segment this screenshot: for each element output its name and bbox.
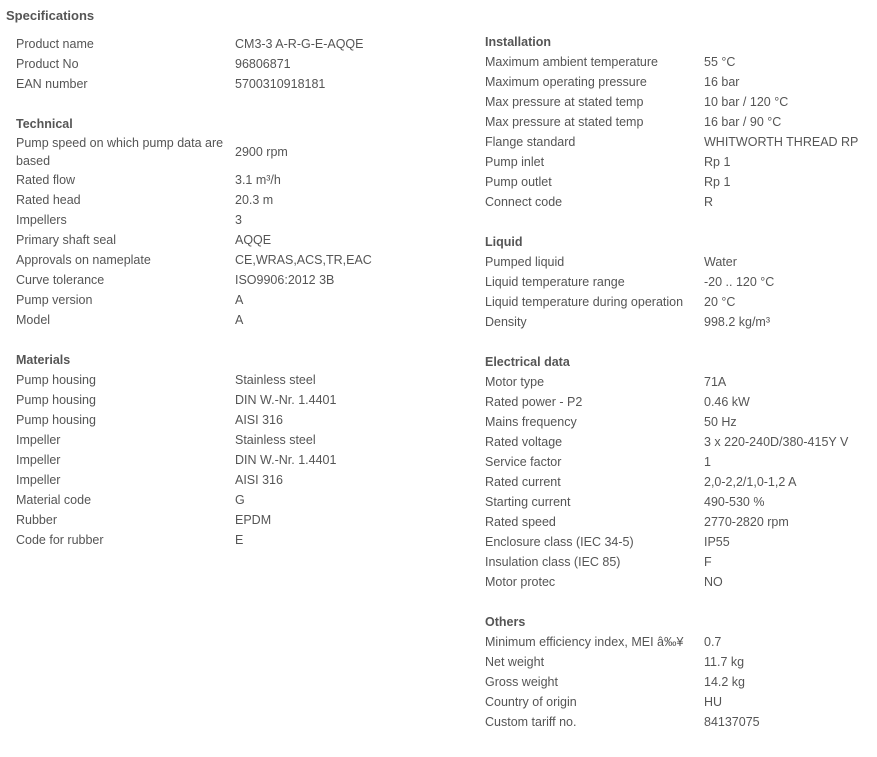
- spec-row: [16, 230, 456, 250]
- spec-value: ISO9906:2012 3B: [235, 273, 335, 287]
- spec-row: [485, 72, 877, 92]
- spec-label: Rated voltage: [485, 435, 563, 449]
- spec-value: 490-530 %: [704, 495, 765, 509]
- spec-row: [16, 370, 456, 390]
- spec-value: Stainless steel: [235, 373, 316, 387]
- spec-label: Country of origin: [485, 695, 577, 709]
- spec-label: Rated power - P2: [485, 395, 583, 409]
- spec-label: Pump housing: [16, 413, 96, 427]
- spec-label: Maximum operating pressure: [485, 75, 647, 89]
- spec-label: Pump outlet: [485, 175, 552, 189]
- section-title: Materials: [16, 353, 71, 367]
- spec-label: Rated current: [485, 475, 561, 489]
- spec-row: [16, 250, 456, 270]
- spec-label: Pump speed on which pump data are based: [16, 136, 224, 168]
- spec-value: E: [235, 533, 244, 547]
- section-title: Installation: [485, 35, 551, 49]
- spec-row: [485, 172, 877, 192]
- spec-row: [485, 432, 877, 452]
- spec-row: [16, 290, 456, 310]
- spec-row: [485, 112, 877, 132]
- spec-label: Connect code: [485, 195, 563, 209]
- spec-value: 16 bar / 90 °C: [704, 115, 782, 129]
- spec-section-general: [16, 34, 456, 94]
- spec-label: Enclosure class (IEC 34-5): [485, 535, 634, 549]
- section-title: Technical: [16, 117, 73, 131]
- spec-row: [16, 510, 456, 530]
- spec-row: [485, 472, 877, 492]
- spec-value: A: [235, 313, 244, 327]
- spec-value: DIN W.-Nr. 1.4401: [235, 393, 337, 407]
- spec-row: [485, 532, 877, 552]
- spec-section-installation: [485, 32, 877, 212]
- spec-value: 0.46 kW: [704, 395, 750, 409]
- spec-value: CE,WRAS,ACS,TR,EAC: [235, 253, 372, 267]
- spec-label: Code for rubber: [16, 533, 104, 547]
- spec-value: 2900 rpm: [235, 145, 288, 159]
- spec-label: Starting current: [485, 495, 571, 509]
- spec-row: [16, 54, 456, 74]
- spec-section-liquid: [485, 232, 877, 332]
- spec-label: Material code: [16, 493, 92, 507]
- spec-label: Pump housing: [16, 373, 96, 387]
- spec-value: 20.3 m: [235, 193, 274, 207]
- spec-label: Gross weight: [485, 675, 558, 689]
- spec-row: [485, 632, 877, 652]
- spec-value: 84137075: [704, 715, 760, 729]
- spec-label: Impeller: [16, 433, 61, 447]
- spec-row: [485, 572, 877, 592]
- spec-row: [485, 132, 877, 152]
- spec-row: [16, 170, 456, 190]
- spec-label: Insulation class (IEC 85): [485, 555, 621, 569]
- spec-row: [16, 390, 456, 410]
- spec-label: Rated flow: [16, 173, 76, 187]
- spec-row: [16, 530, 456, 550]
- spec-section-electrical-data: [485, 352, 877, 592]
- spec-value: AQQE: [235, 233, 272, 247]
- spec-row: [485, 192, 877, 212]
- spec-row: [485, 672, 877, 692]
- spec-row: [485, 312, 877, 332]
- spec-label: Rubber: [16, 513, 57, 527]
- spec-label: Approvals on nameplate: [16, 253, 151, 267]
- section-title: Liquid: [485, 235, 523, 249]
- spec-section-materials: [16, 350, 456, 550]
- spec-label: Impeller: [16, 453, 61, 467]
- spec-value: A: [235, 293, 244, 307]
- spec-row: [485, 272, 877, 292]
- right-column: [485, 32, 877, 752]
- spec-value: EPDM: [235, 513, 272, 527]
- spec-label: Motor type: [485, 375, 545, 389]
- spec-value: Rp 1: [704, 175, 731, 189]
- spec-row: [16, 410, 456, 430]
- spec-row: [485, 392, 877, 412]
- spec-value: 20 °C: [704, 295, 736, 309]
- spec-value: 0.7: [704, 635, 722, 649]
- spec-value: Rp 1: [704, 155, 731, 169]
- spec-value: 998.2 kg/m³: [704, 315, 771, 329]
- spec-label: Impellers: [16, 213, 67, 227]
- spec-value: 96806871: [235, 57, 291, 71]
- spec-row: [485, 252, 877, 272]
- spec-value: 2,0-2,2/1,0-1,2 A: [704, 475, 797, 489]
- spec-row: [16, 310, 456, 330]
- spec-value: 5700310918181: [235, 77, 326, 91]
- spec-row: [16, 470, 456, 490]
- spec-label: Mains frequency: [485, 415, 577, 429]
- spec-label: Motor protec: [485, 575, 556, 589]
- spec-row: [485, 712, 877, 732]
- spec-label: Density: [485, 315, 527, 329]
- spec-row: [485, 92, 877, 112]
- spec-label: Net weight: [485, 655, 545, 669]
- spec-row: [485, 652, 877, 672]
- spec-value: 50 Hz: [704, 415, 737, 429]
- spec-value: WHITWORTH THREAD RP: [704, 135, 859, 149]
- spec-value: AISI 316: [235, 473, 283, 487]
- spec-section-technical: [16, 114, 456, 330]
- spec-value: Water: [704, 255, 737, 269]
- spec-value: G: [235, 493, 245, 507]
- spec-value: 3 x 220-240D/380-415Y V: [704, 435, 849, 449]
- spec-label: Product name: [16, 37, 94, 51]
- spec-label: Rated speed: [485, 515, 556, 529]
- spec-value: CM3-3 A-R-G-E-AQQE: [235, 37, 364, 51]
- spec-label: Model: [16, 313, 51, 327]
- spec-value: Stainless steel: [235, 433, 316, 447]
- spec-value: 55 °C: [704, 55, 736, 69]
- spec-row: [485, 372, 877, 392]
- spec-value: 3: [235, 213, 242, 227]
- spec-row: [16, 74, 456, 94]
- spec-value: HU: [704, 695, 723, 709]
- spec-row: [16, 134, 456, 170]
- spec-label: Maximum ambient temperature: [485, 55, 658, 69]
- spec-row: [16, 430, 456, 450]
- spec-row: [16, 450, 456, 470]
- spec-label: Pumped liquid: [485, 255, 565, 269]
- spec-row: [485, 492, 877, 512]
- spec-value: 2770-2820 rpm: [704, 515, 789, 529]
- spec-label: EAN number: [16, 77, 88, 91]
- spec-label: Custom tariff no.: [485, 715, 577, 729]
- spec-row: [16, 190, 456, 210]
- spec-label: Pump inlet: [485, 155, 545, 169]
- spec-value: F: [704, 555, 712, 569]
- spec-value: 1: [704, 455, 711, 469]
- spec-row: [485, 412, 877, 432]
- spec-row: [485, 52, 877, 72]
- page-title: Specifications: [6, 8, 95, 23]
- spec-label: Flange standard: [485, 135, 576, 149]
- spec-value: 11.7 kg: [704, 655, 745, 669]
- spec-label: Pump housing: [16, 393, 96, 407]
- spec-label: Liquid temperature during operation: [485, 295, 684, 309]
- spec-row: [485, 552, 877, 572]
- spec-value: 16 bar: [704, 75, 740, 89]
- spec-value: -20 .. 120 °C: [704, 275, 775, 289]
- section-title: Others: [485, 615, 526, 629]
- spec-value: 71A: [704, 375, 727, 389]
- spec-label: Rated head: [16, 193, 81, 207]
- spec-row: [16, 210, 456, 230]
- spec-row: [16, 490, 456, 510]
- spec-row: [485, 512, 877, 532]
- spec-label: Max pressure at stated temp: [485, 95, 644, 109]
- spec-value: 14.2 kg: [704, 675, 746, 689]
- spec-value: 10 bar / 120 °C: [704, 95, 789, 109]
- spec-value: IP55: [704, 535, 730, 549]
- spec-value: 3.1 m³/h: [235, 173, 281, 187]
- spec-row: [16, 270, 456, 290]
- spec-value: AISI 316: [235, 413, 283, 427]
- spec-section-others: [485, 612, 877, 732]
- spec-row: [485, 452, 877, 472]
- spec-value: NO: [704, 575, 723, 589]
- spec-label: Minimum efficiency index, MEI â‰¥: [485, 635, 684, 649]
- spec-label: Max pressure at stated temp: [485, 115, 644, 129]
- spec-label: Liquid temperature range: [485, 275, 625, 289]
- spec-value: R: [704, 195, 714, 209]
- spec-row: [485, 152, 877, 172]
- spec-row: [16, 34, 456, 54]
- section-title: Electrical data: [485, 355, 570, 369]
- spec-value: DIN W.-Nr. 1.4401: [235, 453, 337, 467]
- spec-label: Product No: [16, 57, 79, 71]
- spec-label: Service factor: [485, 455, 562, 469]
- spec-row: [485, 692, 877, 712]
- spec-label: Pump version: [16, 293, 93, 307]
- spec-row: [485, 292, 877, 312]
- spec-label: Impeller: [16, 473, 61, 487]
- spec-label: Primary shaft seal: [16, 233, 117, 247]
- left-column: [16, 34, 456, 570]
- spec-label: Curve tolerance: [16, 273, 105, 287]
